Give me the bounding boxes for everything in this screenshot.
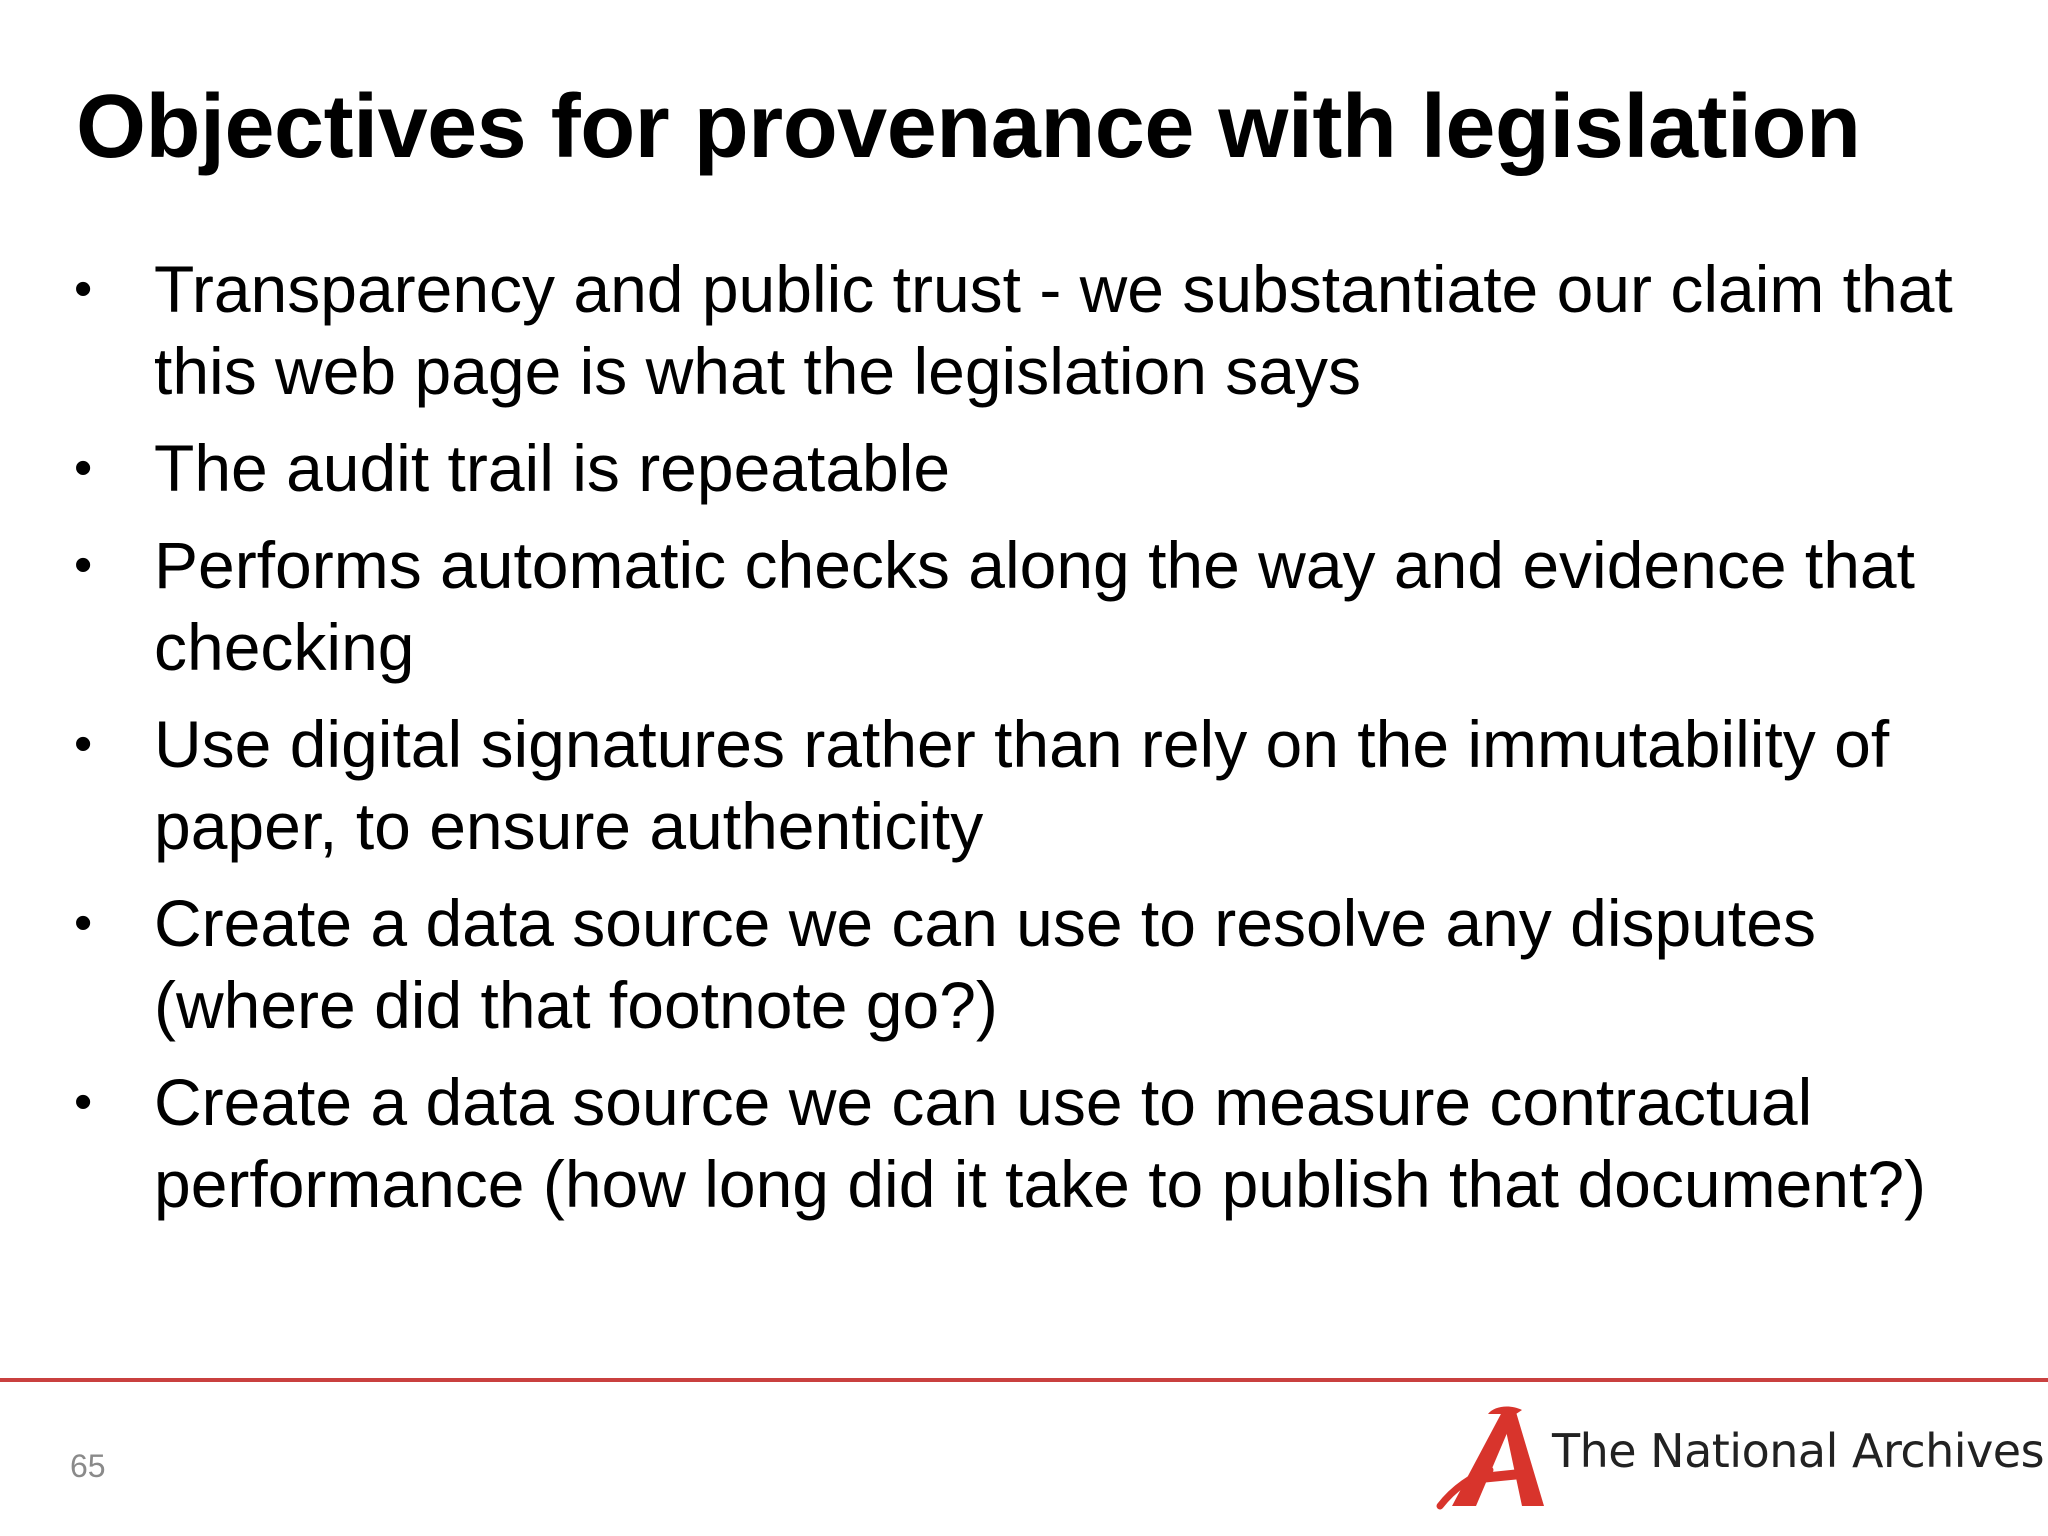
- bullet-item: [0, 248, 2048, 412]
- bullet-icon: •: [74, 260, 93, 318]
- bullet-icon: •: [74, 894, 93, 952]
- bullet-text: Performs automatic checks along the way and evidence that checking: [154, 528, 1915, 684]
- footer-divider: [0, 1378, 2048, 1382]
- bullet-icon: •: [74, 1073, 93, 1131]
- bullet-item: [0, 703, 2048, 867]
- logo-text: The National Archives: [1552, 1424, 2045, 1478]
- bullet-text: Create a data source we can use to resolve any disputes (where did that footnote go?): [154, 886, 1816, 1042]
- bullet-item: [0, 427, 2048, 509]
- bullet-icon: •: [74, 536, 93, 594]
- bullet-text: Use digital signatures rather than rely on the immutability of paper, to ensure authenticity: [154, 707, 1890, 863]
- slide-title: Objectives for provenance with legislation: [76, 77, 1861, 177]
- bullet-text: Transparency and public trust - we substantiate our claim that this web page is what the legislation says: [154, 252, 1953, 408]
- bullet-item: [0, 1061, 2048, 1225]
- page-number: 65: [70, 1448, 106, 1484]
- bullet-icon: •: [74, 439, 93, 497]
- bullet-item: [0, 524, 2048, 688]
- bullet-item: [0, 882, 2048, 1046]
- bullet-list: [0, 248, 2048, 1240]
- bullet-icon: •: [74, 715, 93, 773]
- bullet-text: The audit trail is repeatable: [154, 431, 951, 505]
- national-archives-a-icon: [1432, 1402, 1550, 1514]
- bullet-text: Create a data source we can use to measure contractual performance (how long did it take to publish that document?): [154, 1065, 1927, 1221]
- national-archives-logo: [1432, 1402, 2045, 1514]
